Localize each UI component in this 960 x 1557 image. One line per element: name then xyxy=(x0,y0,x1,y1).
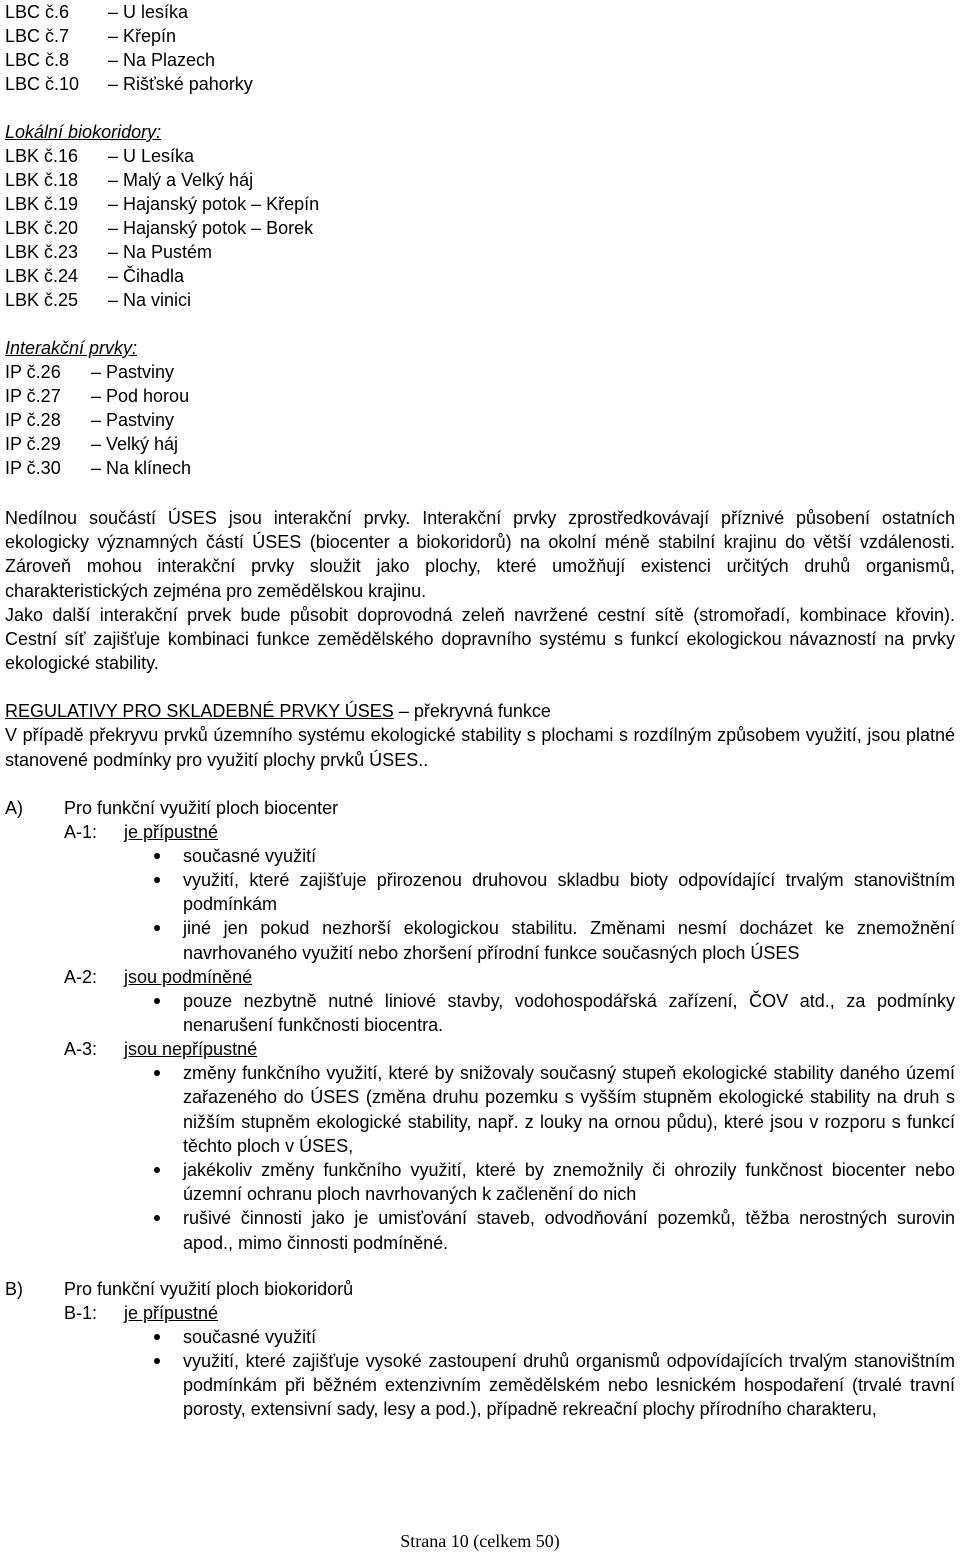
bullet-icon xyxy=(154,1358,160,1364)
item-name: – Čihadla xyxy=(108,266,185,286)
item-name: – Hajanský potok – Křepín xyxy=(108,194,320,214)
item-name: – Na Plazech xyxy=(108,50,216,70)
item-code: LBK č.20 xyxy=(5,218,79,238)
subsection-label: A-2: xyxy=(64,966,98,987)
item-text: pouze nezbytně nutné liniové stavby, vodohospodářská zařízení, ČOV atd., za podmínky nenarušení funkčnosti biocentra. xyxy=(183,990,955,1036)
list-item xyxy=(183,989,955,1037)
list-item xyxy=(183,844,955,868)
item-name: – Pod horou xyxy=(91,386,190,406)
list-item xyxy=(5,24,955,48)
item-code: IP č.26 xyxy=(5,362,61,382)
item-code: LBK č.16 xyxy=(5,146,79,166)
item-code: LBC č.6 xyxy=(5,2,70,22)
item-code: LBK č.18 xyxy=(5,170,79,190)
item-text: jakékoliv změny funkčního využití, které by znemožnily či ohrozily funkčnost biocenter nebo územní ochranu ploch navrhovaných k začlenění do nich xyxy=(183,1160,955,1205)
bullet-icon xyxy=(154,925,160,931)
a1-list xyxy=(183,844,955,965)
ip-list xyxy=(5,360,955,480)
subsection-label: A-1: xyxy=(64,821,98,842)
item-text: využití, které zajišťuje přirozenou druhovou skladbu bioty odpovídající trvalým stanovištním podmínkám xyxy=(183,870,955,915)
regulations-heading-title: REGULATIVY PRO SKLADEBNÉ PRVKY ÚSES xyxy=(5,701,394,722)
list-item xyxy=(183,1206,955,1254)
item-name: – U Lesíka xyxy=(108,146,195,166)
subsection-title: je přípustné xyxy=(124,1302,219,1323)
list-item xyxy=(5,0,955,24)
regulations-heading xyxy=(5,699,955,723)
item-name: – Velký háj xyxy=(91,434,179,454)
subsection-label: A-3: xyxy=(64,1039,98,1060)
list-item xyxy=(5,72,955,96)
item-text: rušivé činnosti jako je umisťování staveb, odvodňování pozemků, těžba nerostných surovin apod., mimo činnosti podmíněné. xyxy=(183,1208,955,1253)
item-text: změny funkčního využití, které by snižovaly současný stupeň ekologické stability daného území zařazeného do ÚSES (změna druhu pozemku s vyšším stupněm ekologické stability na druh s nižším stupněm ekologické stability, např. z louky na ornou půdu), které jsou v rozporu s funkcí těchto ploch v ÚSES, xyxy=(183,1063,955,1156)
list-item xyxy=(5,456,955,480)
list-item xyxy=(5,264,955,288)
bullet-icon xyxy=(154,1070,160,1076)
ip-heading: Interakční prvky: xyxy=(5,338,138,358)
a2-list xyxy=(183,989,955,1037)
subsection-title: je přípustné xyxy=(124,821,219,842)
a3-list xyxy=(183,1061,955,1255)
page-footer: Strana 10 (celkem 50) xyxy=(400,1531,560,1551)
item-text: využití, které zajišťuje vysoké zastoupení druhů organismů odpovídajících trvalým stanovištním podmínkám při běžném extenzivním zemědělském nebo lesnickém hospodaření (trvalé travní porosty, extensivní sady, lesy a pod.), případně rekreační plochy přírodního charakteru, xyxy=(183,1351,955,1420)
item-text: jiné jen pokud nezhorší ekologickou stabilitu. Změnami nesmí docházet ke znemožnění navrhovaného využití nebo zhoršení přírodní funkce současných ploch ÚSES xyxy=(183,918,955,963)
item-code: IP č.29 xyxy=(5,434,61,454)
item-text: současné využití xyxy=(183,1326,317,1347)
interaction-paragraph: Nedílnou součástí ÚSES jsou interakční prvky. Interakční prvky zprostředkovávají příznivé působení ostatních ekologicky významných částí ÚSES (biocenter a biokoridorů) na okolní méně stabilní krajinu do větší vzdálenosti. Zároveň mohou interakční prvky sloužit jako plochy, které umožňují existenci určitých druhů organismů, charakteristických zejména pro zemědělskou krajinu. xyxy=(5,508,955,601)
item-name: – Na Pustém xyxy=(108,242,213,262)
subsection-a1 xyxy=(64,820,955,844)
list-item xyxy=(183,1158,955,1206)
item-code: IP č.27 xyxy=(5,386,61,406)
item-name: – Hajanský potok – Borek xyxy=(108,218,314,238)
item-code: LBC č.8 xyxy=(5,50,70,70)
item-name: – U lesíka xyxy=(108,2,189,22)
item-name: – Pastviny xyxy=(91,362,175,382)
bullet-icon xyxy=(154,1334,160,1340)
item-code: LBK č.23 xyxy=(5,242,79,262)
list-item xyxy=(183,1061,955,1158)
item-code: LBC č.10 xyxy=(5,74,80,94)
subsection-a3 xyxy=(64,1037,955,1061)
list-item xyxy=(5,360,955,384)
subsection-title: jsou podmíněné xyxy=(124,966,253,987)
item-code: LBK č.25 xyxy=(5,290,79,310)
item-code: LBK č.24 xyxy=(5,266,79,286)
item-code: LBC č.7 xyxy=(5,26,70,46)
list-item xyxy=(5,288,955,312)
section-b-header xyxy=(5,1277,955,1301)
bullet-icon xyxy=(154,998,160,1004)
subsection-label: B-1: xyxy=(64,1302,98,1323)
bullet-icon xyxy=(154,1215,160,1221)
bullet-icon xyxy=(154,853,160,859)
section-title: Pro funkční využití ploch biocenter xyxy=(64,797,339,818)
lbk-heading: Lokální biokoridory: xyxy=(5,122,162,142)
subsection-title: jsou nepřípustné xyxy=(124,1039,258,1060)
lbk-list xyxy=(5,144,955,312)
item-name: – Na klínech xyxy=(91,458,192,478)
item-text: současné využití xyxy=(183,845,317,866)
list-item xyxy=(5,144,955,168)
list-item xyxy=(183,1325,955,1349)
section-b xyxy=(5,1277,955,1422)
list-item xyxy=(5,192,955,216)
section-letter: A) xyxy=(5,797,23,818)
document-page xyxy=(5,0,955,1422)
list-item xyxy=(5,48,955,72)
section-letter: B) xyxy=(5,1278,23,1299)
list-item xyxy=(5,216,955,240)
list-item xyxy=(5,408,955,432)
list-item xyxy=(183,868,955,916)
list-item xyxy=(5,168,955,192)
item-code: LBK č.19 xyxy=(5,194,79,214)
item-name: – Křepín xyxy=(108,26,177,46)
subsection-a2 xyxy=(64,965,955,989)
subsection-b1 xyxy=(64,1301,955,1325)
item-name: – Pastviny xyxy=(91,410,175,430)
list-item xyxy=(5,240,955,264)
list-item xyxy=(183,1349,955,1422)
item-name: – Na vinici xyxy=(108,290,192,310)
list-item xyxy=(5,384,955,408)
regulations-heading-suffix: – překryvná funkce xyxy=(393,701,551,722)
section-a-header xyxy=(5,796,955,820)
bullet-icon xyxy=(154,877,160,883)
bullet-icon xyxy=(154,1167,160,1173)
lbc-list xyxy=(5,0,955,96)
b1-list xyxy=(183,1325,955,1422)
list-item xyxy=(183,916,955,964)
item-name: – Rišťské pahorky xyxy=(108,74,253,94)
item-code: IP č.28 xyxy=(5,410,61,430)
list-item xyxy=(5,432,955,456)
section-title: Pro funkční využití ploch biokoridorů xyxy=(64,1278,354,1299)
section-a xyxy=(5,796,955,1255)
item-code: IP č.30 xyxy=(5,458,61,478)
regulations-paragraph: V případě překryvu prvků územního systému ekologické stability s plochami s rozdílným způsobem využití, jsou platné stanovené podmínky pro využití plochy prvků ÚSES.. xyxy=(5,725,955,770)
greenery-paragraph: Jako další interakční prvek bude působit doprovodná zeleň navržené cestní sítě (stromořadí, kombinace křovin). Cestní síť zajišťuje kombinaci funkce zemědělského dopravního systému s funkcí ekologickou návazností na prvky ekologické stability. xyxy=(5,604,955,674)
item-name: – Malý a Velký háj xyxy=(108,170,254,190)
